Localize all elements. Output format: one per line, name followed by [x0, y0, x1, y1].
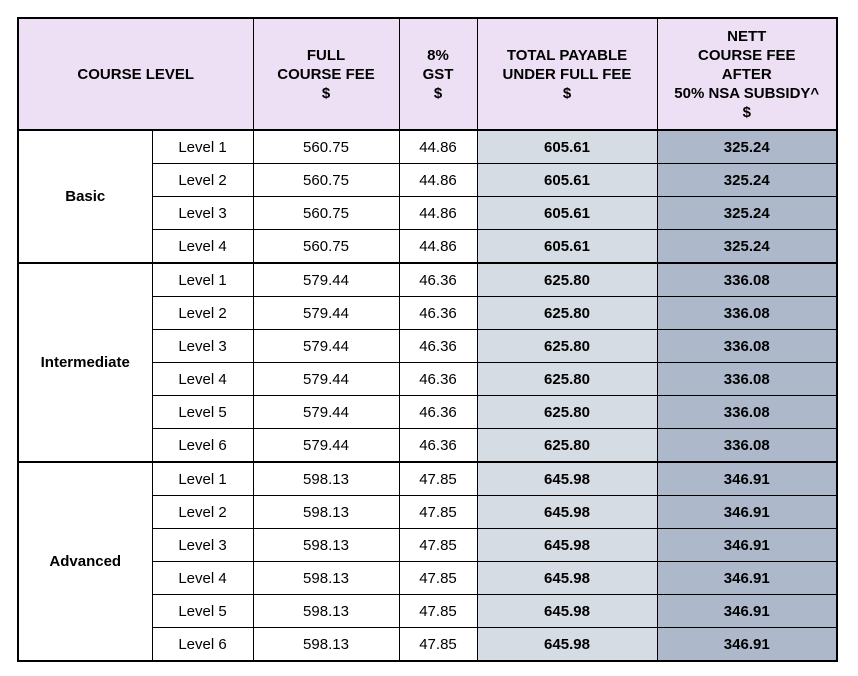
nett-fee-cell: 325.24: [657, 164, 837, 197]
full-fee-cell: 598.13: [253, 529, 399, 562]
level-cell: Level 1: [152, 130, 253, 164]
level-cell: Level 1: [152, 462, 253, 496]
total-payable-cell: 625.80: [477, 263, 657, 297]
gst-cell: 47.85: [399, 595, 477, 628]
nett-fee-cell: 336.08: [657, 363, 837, 396]
table-row: [18, 263, 837, 297]
total-payable-cell: 645.98: [477, 462, 657, 496]
header-gst: [399, 18, 477, 130]
header-line: COURSE FEE: [277, 65, 375, 83]
header-course-level-label: COURSE LEVEL: [77, 65, 195, 83]
full-fee-cell: 598.13: [253, 562, 399, 595]
nett-fee-cell: 336.08: [657, 429, 837, 463]
full-fee-cell: 598.13: [253, 595, 399, 628]
full-fee-cell: 579.44: [253, 396, 399, 429]
nett-fee-cell: 346.91: [657, 595, 837, 628]
gst-cell: 44.86: [399, 130, 477, 164]
total-payable-cell: 605.61: [477, 197, 657, 230]
header-line: GST: [422, 65, 454, 83]
nett-fee-cell: 336.08: [657, 297, 837, 330]
header-course-level: [18, 18, 253, 130]
nett-fee-cell: 346.91: [657, 529, 837, 562]
full-fee-cell: 579.44: [253, 297, 399, 330]
nett-fee-cell: 325.24: [657, 230, 837, 264]
gst-cell: 47.85: [399, 462, 477, 496]
full-fee-cell: 560.75: [253, 130, 399, 164]
header-line: 50% NSA SUBSIDY^: [674, 84, 820, 102]
header-line: FULL: [306, 46, 346, 64]
table-row: [18, 462, 837, 496]
nett-fee-cell: 325.24: [657, 130, 837, 164]
gst-cell: 44.86: [399, 197, 477, 230]
header-line: COURSE FEE: [697, 46, 796, 64]
nett-fee-cell: 346.91: [657, 628, 837, 662]
level-cell: Level 2: [152, 496, 253, 529]
header-line: $: [433, 84, 443, 102]
course-fee-table: [17, 17, 838, 662]
header-nett-fee: [657, 18, 837, 130]
gst-cell: 47.85: [399, 496, 477, 529]
total-payable-cell: 625.80: [477, 363, 657, 396]
total-payable-cell: 605.61: [477, 164, 657, 197]
total-payable-cell: 605.61: [477, 130, 657, 164]
level-cell: Level 3: [152, 529, 253, 562]
total-payable-cell: 645.98: [477, 529, 657, 562]
course-group-label: Basic: [18, 130, 152, 263]
full-fee-cell: 579.44: [253, 363, 399, 396]
total-payable-cell: 645.98: [477, 496, 657, 529]
total-payable-cell: 645.98: [477, 562, 657, 595]
table-body: [18, 130, 837, 661]
total-payable-cell: 625.80: [477, 297, 657, 330]
course-group-label: Intermediate: [18, 263, 152, 462]
full-fee-cell: 579.44: [253, 429, 399, 463]
header-line: AFTER: [721, 65, 772, 83]
nett-fee-cell: 336.08: [657, 263, 837, 297]
level-cell: Level 6: [152, 429, 253, 463]
nett-fee-cell: 346.91: [657, 496, 837, 529]
total-payable-cell: 605.61: [477, 230, 657, 264]
full-fee-cell: 579.44: [253, 263, 399, 297]
nett-fee-cell: 346.91: [657, 462, 837, 496]
total-payable-cell: 645.98: [477, 595, 657, 628]
total-payable-cell: 625.80: [477, 396, 657, 429]
gst-cell: 47.85: [399, 562, 477, 595]
header-line: UNDER FULL FEE: [502, 65, 632, 83]
gst-cell: 46.36: [399, 330, 477, 363]
header-total-payable: [477, 18, 657, 130]
level-cell: Level 3: [152, 197, 253, 230]
nett-fee-cell: 325.24: [657, 197, 837, 230]
nett-fee-cell: 336.08: [657, 330, 837, 363]
gst-cell: 46.36: [399, 297, 477, 330]
level-cell: Level 2: [152, 297, 253, 330]
table-row: [18, 130, 837, 164]
gst-cell: 44.86: [399, 164, 477, 197]
gst-cell: 47.85: [399, 529, 477, 562]
total-payable-cell: 645.98: [477, 628, 657, 662]
level-cell: Level 5: [152, 595, 253, 628]
total-payable-cell: 625.80: [477, 429, 657, 463]
full-fee-cell: 598.13: [253, 628, 399, 662]
full-fee-cell: 560.75: [253, 197, 399, 230]
level-cell: Level 1: [152, 263, 253, 297]
level-cell: Level 5: [152, 396, 253, 429]
level-cell: Level 6: [152, 628, 253, 662]
level-cell: Level 3: [152, 330, 253, 363]
gst-cell: 46.36: [399, 263, 477, 297]
full-fee-cell: 560.75: [253, 164, 399, 197]
gst-cell: 46.36: [399, 396, 477, 429]
level-cell: Level 4: [152, 363, 253, 396]
level-cell: Level 4: [152, 562, 253, 595]
header-line: $: [321, 84, 331, 102]
table-header: [18, 18, 837, 130]
header-line: $: [742, 103, 751, 121]
gst-cell: 46.36: [399, 429, 477, 463]
nett-fee-cell: 336.08: [657, 396, 837, 429]
level-cell: Level 4: [152, 230, 253, 264]
gst-cell: 47.85: [399, 628, 477, 662]
header-line: $: [562, 84, 572, 102]
full-fee-cell: 598.13: [253, 462, 399, 496]
gst-cell: 46.36: [399, 363, 477, 396]
header-line: TOTAL PAYABLE: [506, 46, 628, 64]
course-group-label: Advanced: [18, 462, 152, 661]
nett-fee-cell: 346.91: [657, 562, 837, 595]
gst-cell: 44.86: [399, 230, 477, 264]
total-payable-cell: 625.80: [477, 330, 657, 363]
header-line: NETT: [727, 27, 767, 45]
header-line: 8%: [427, 46, 449, 64]
header-full-fee: [253, 18, 399, 130]
level-cell: Level 2: [152, 164, 253, 197]
full-fee-cell: 579.44: [253, 330, 399, 363]
full-fee-cell: 560.75: [253, 230, 399, 264]
full-fee-cell: 598.13: [253, 496, 399, 529]
